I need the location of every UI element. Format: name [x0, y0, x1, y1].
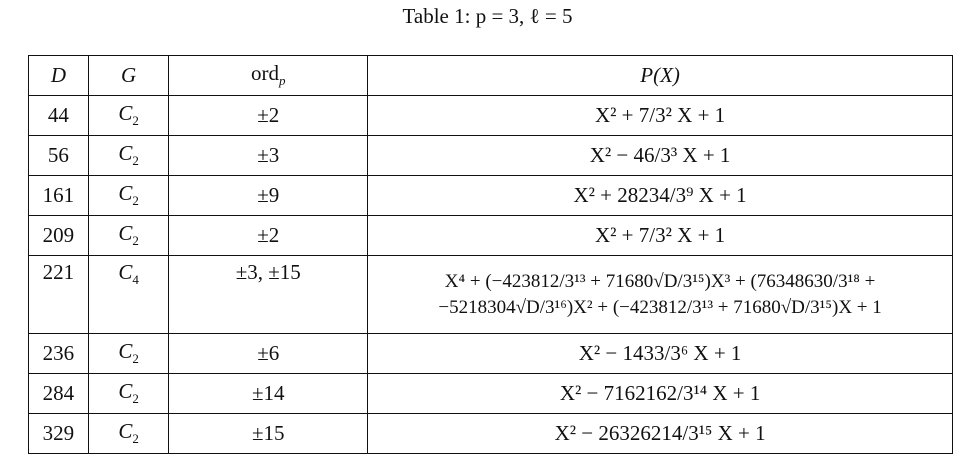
cell-ord: ±3, ±15	[169, 256, 368, 334]
cell-poly: X² − 46/3³ X + 1	[368, 136, 953, 176]
cell-ord: ±2	[169, 96, 368, 136]
cell-ord: ±2	[169, 216, 368, 256]
cell-d: 221	[29, 256, 89, 334]
cell-ord: ±6	[169, 334, 368, 374]
cell-g: $C_2$	[88, 96, 169, 136]
cell-g: $C_2$	[88, 136, 169, 176]
poly-line-2: −5218304√D/3¹⁶)X² + (−423812/3¹³ + 71680√D/3¹⁵)X + 1	[438, 296, 882, 318]
table-row	[29, 96, 953, 136]
poly-line-1: X⁴ + (−423812/3¹³ + 71680√D/3¹⁵)X³ + (76348630/3¹⁸ +	[444, 270, 876, 292]
cell-g: $C_4$	[88, 256, 169, 334]
cell-d: 56	[29, 136, 89, 176]
table-row	[29, 334, 953, 374]
cell-ord: ±15	[169, 414, 368, 454]
cell-d: 329	[29, 414, 89, 454]
cell-ord: ±9	[169, 176, 368, 216]
cell-d: 284	[29, 374, 89, 414]
table-row	[29, 216, 953, 256]
cell-poly: X² + 7/3² X + 1	[368, 216, 953, 256]
cell-poly: X² + 7/3² X + 1	[368, 96, 953, 136]
cell-g: $C_2$	[88, 334, 169, 374]
header-ord: ord$_p$	[169, 56, 368, 96]
cell-g: $C_2$	[88, 216, 169, 256]
cell-g: $C_2$	[88, 374, 169, 414]
cell-poly: X² − 1433/3⁶ X + 1	[368, 334, 953, 374]
cell-poly: X² − 7162162/3¹⁴ X + 1	[368, 374, 953, 414]
cell-d: 236	[29, 334, 89, 374]
header-d: D	[29, 56, 89, 96]
table-row	[29, 374, 953, 414]
cell-g: $C_2$	[88, 176, 169, 216]
table-row	[29, 256, 953, 334]
table-row	[29, 176, 953, 216]
cell-poly: X² − 26326214/3¹⁵ X + 1	[368, 414, 953, 454]
cell-d: 209	[29, 216, 89, 256]
header-g: G	[88, 56, 169, 96]
cell-poly	[368, 256, 953, 334]
cell-d: 44	[29, 96, 89, 136]
header-poly: P(X)	[368, 56, 953, 96]
cell-g: $C_2$	[88, 414, 169, 454]
cell-poly: X² + 28234/3⁹ X + 1	[368, 176, 953, 216]
header-row	[29, 56, 953, 96]
data-table	[28, 55, 953, 454]
table-row	[29, 414, 953, 454]
table-row	[29, 136, 953, 176]
cell-d: 161	[29, 176, 89, 216]
cell-ord: ±14	[169, 374, 368, 414]
table-caption: Table 1: p = 3, ℓ = 5	[402, 4, 573, 28]
cell-ord: ±3	[169, 136, 368, 176]
